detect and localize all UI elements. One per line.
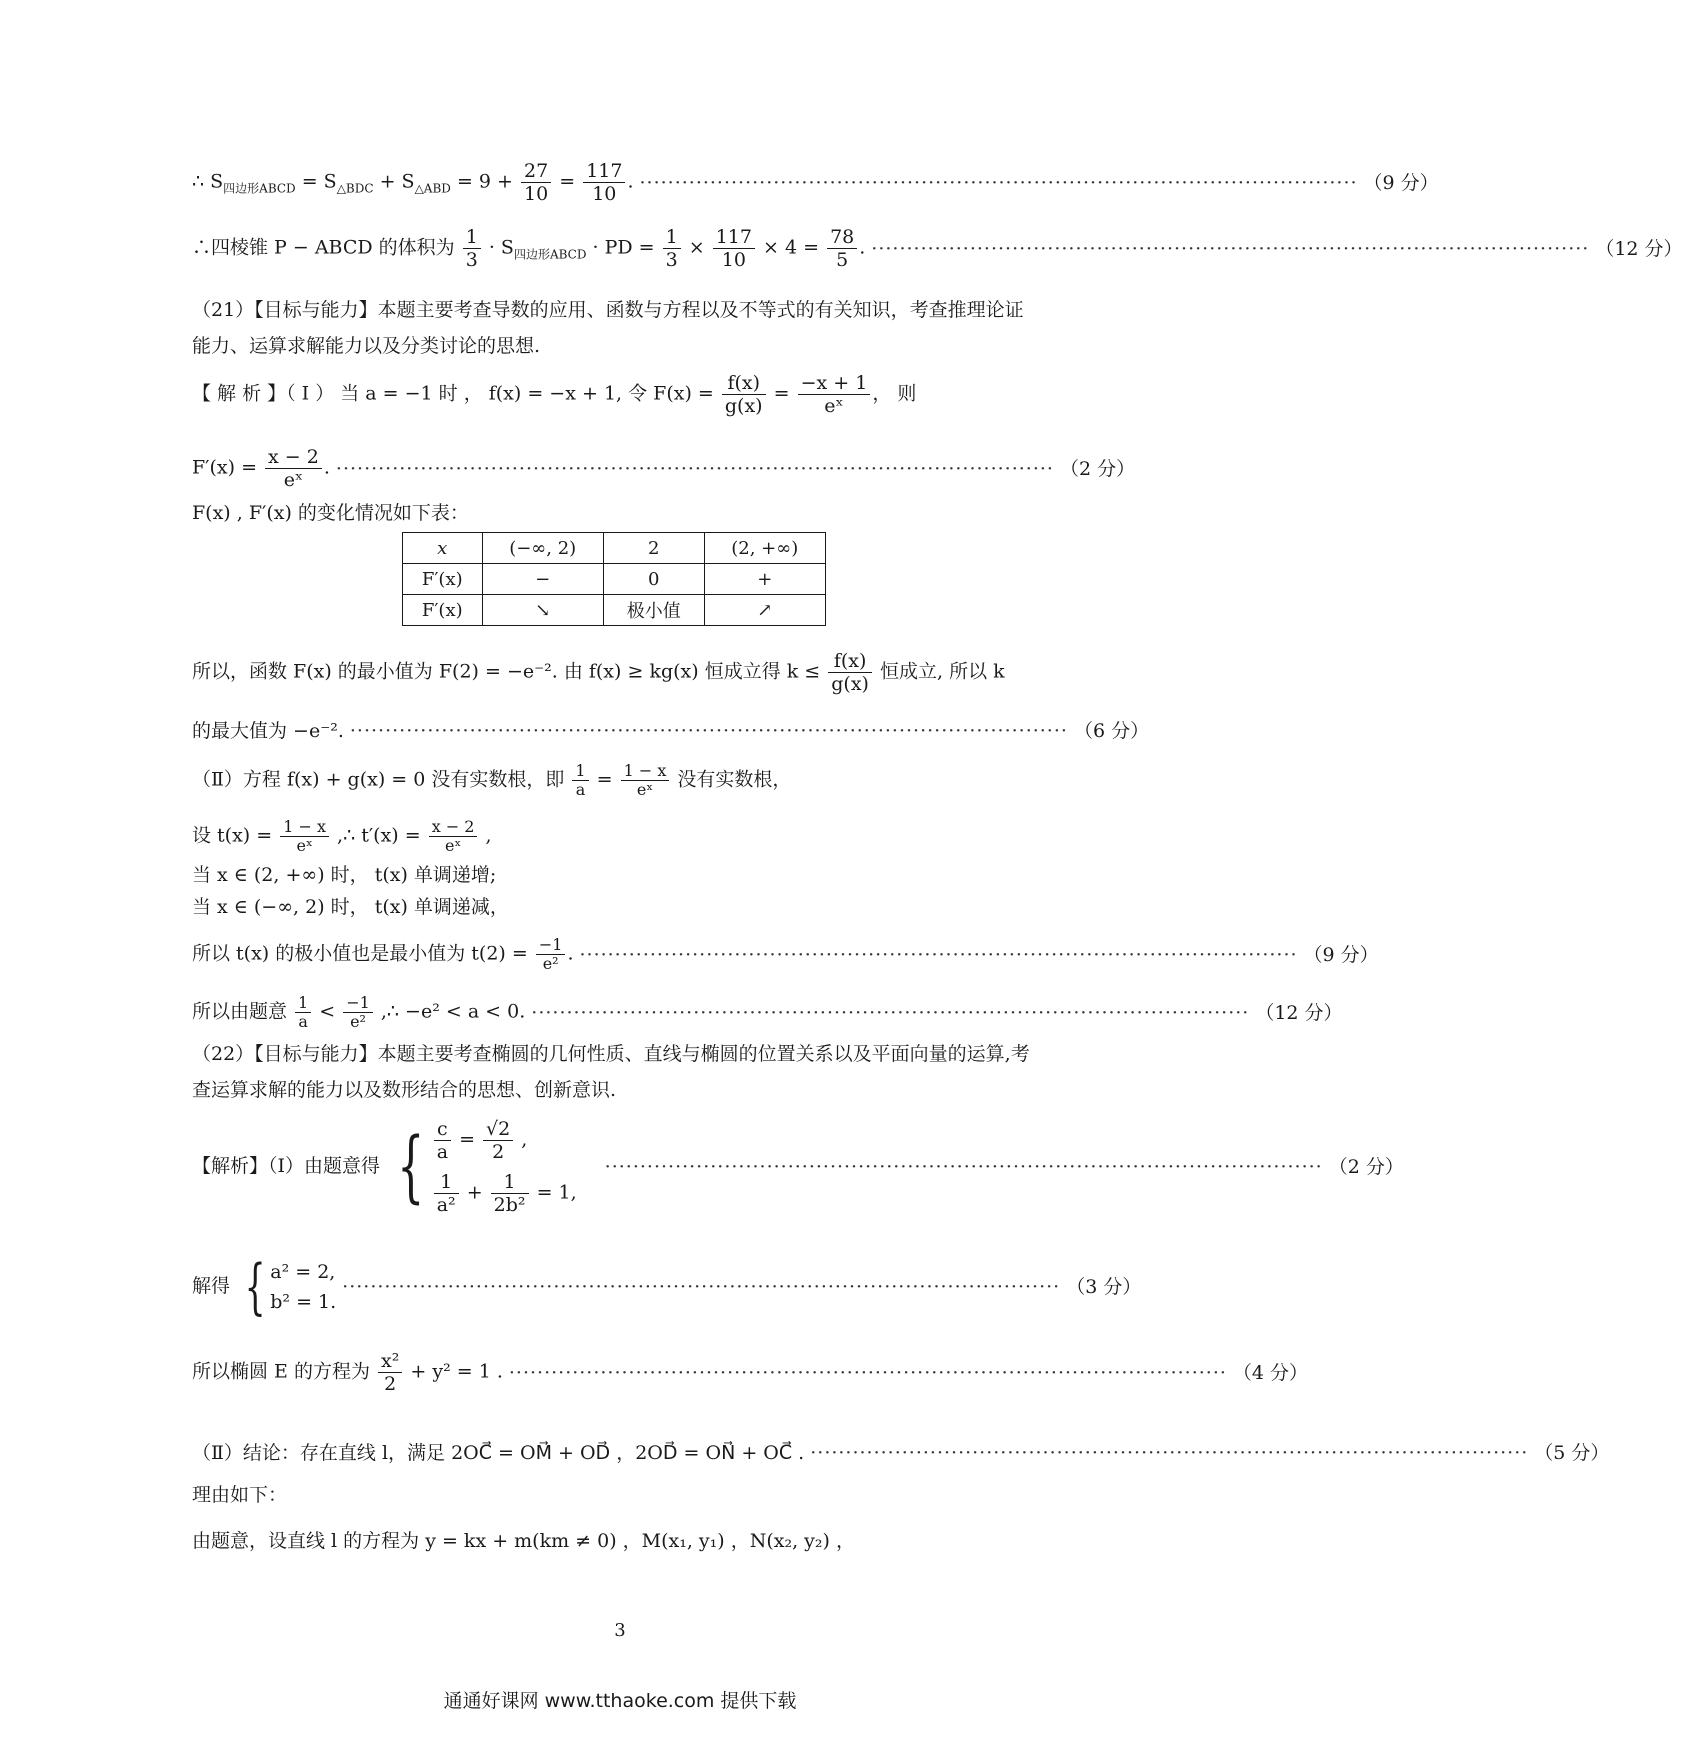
footer-watermark: 通通好课网 www.tthaoke.com 提供下载 — [443, 1690, 797, 1712]
score-label: （9 分） — [1363, 171, 1439, 194]
solved-ab-line: 解得 { a² = 2, b² = 1. ······································································································ （3 分） — [192, 1252, 1142, 1322]
table-row: x (−∞, 2) 2 (2, +∞) — [403, 533, 826, 564]
fraction: $\frac{-1}{\text{e²}}$ — [536, 936, 566, 973]
score-label: （2 分） — [1328, 1156, 1404, 1178]
leader-dots: ······································································································ — [579, 943, 1298, 966]
section-21-intro: （21）【目标与能力】本题主要考查导数的应用、函数与方程以及不等式的有关知识，考查推理论证能力、运算求解能力以及分类讨论的思想. — [192, 299, 1024, 357]
fraction: $\frac{117}{10}$ — [583, 160, 625, 205]
equation-system: { $\frac{c}{a}$ = $\frac{√2}{2}$ , $\frac{1}{\text{a²}}$ + $\frac{1}{\text{2b²}}$ = 1, — [397, 1118, 577, 1216]
fraction: $\frac{x - 2}{\text{eˣ}}$ — [429, 818, 478, 855]
leader-dots: ······································································································ — [349, 720, 1068, 742]
reason-heading: 理由如下： — [192, 1484, 288, 1506]
score-label: （5 分） — [1534, 1442, 1610, 1464]
conclusion-line: （Ⅱ）结论：存在直线 l，满足 2OC⃗ = OM⃗ + OD⃗ ，2OD⃗ = ON⃗ + OC⃗ . ······································································································ （5 分） — [192, 1442, 1610, 1464]
fraction: $\frac{-x + 1}{\text{eˣ}}$ — [798, 372, 871, 417]
t-definition-line: 设 t(x) = $\frac{1 - x}{\text{eˣ}}$ ,∴ t′(x) = $\frac{x - 2}{\text{eˣ}}$ , — [192, 817, 492, 855]
fraction: $\frac{1}{3}$ — [463, 226, 481, 271]
fraction: $\frac{117}{10}$ — [713, 226, 755, 271]
fraction: $\frac{\text{x²}}{2}$ — [378, 1350, 402, 1395]
score-label: （12 分） — [1255, 1001, 1343, 1024]
page-number: 3 — [614, 1620, 626, 1641]
fraction: $\frac{f(x)}{g(x)}$ — [722, 372, 766, 417]
section-22-intro: （22）【目标与能力】本题主要考查椭圆的几何性质、直线与椭圆的位置关系以及平面向量的运算,考查运算求解的能力以及数形结合的思想、创新意识. — [192, 1043, 1030, 1101]
area-equation-line: ∴ $S_{四边形ABCD} = S_{\triangle BDC} + S_{\triangle ABD} = 9$ + $\frac{27}{10}$ = $\frac{117}{10}$ . ······································································································ （9 分） — [192, 160, 1439, 205]
fraction: $\frac{78}{5}$ — [827, 226, 857, 271]
fraction: $\frac{f(x)}{g(x)}$ — [828, 650, 872, 695]
table-row: F′(x) ↘ 极小值 ↗ — [403, 595, 826, 626]
fraction: $\frac{1}{\text{2b²}}$ — [491, 1171, 529, 1216]
score-label: （4 分） — [1232, 1361, 1309, 1384]
a-range-line: 所以由题意 $\frac{1}{a}$ < $\frac{-1}{\text{e²}}$ ,∴ −e² < a < 0. ······································································································ （12 分） — [192, 993, 1343, 1031]
max-k-line: 的最大值为 −e⁻². ······································································································ （6 分） — [192, 720, 1150, 742]
brace-symbol: { — [397, 1122, 425, 1212]
leader-dots: ······································································································ — [508, 1361, 1227, 1384]
fraction: $\frac{-1}{\text{e²}}$ — [343, 994, 373, 1031]
ellipse-equation-line: 所以椭圆 E 的方程为 $\frac{\text{x²}}{2}$ + y² = 1 . ······································································································ （4 分） — [192, 1350, 1309, 1395]
line-setup-text: 由题意，设直线 l 的方程为 y = kx + m(km ≠ 0) ，M(x₁, y₁) ，N(x₂, y₂) ， — [192, 1530, 855, 1552]
leader-dots: ······································································································ — [604, 1156, 1323, 1178]
fraction: $\frac{x - 2}{\text{eˣ}}$ — [265, 446, 322, 491]
fraction: $\frac{1}{3}$ — [663, 226, 681, 271]
score-label: （6 分） — [1073, 720, 1150, 742]
fraction: $\frac{1}{a}$ — [295, 994, 311, 1031]
leader-dots: ······································································································ — [531, 1001, 1250, 1024]
volume-equation-line: ∴四棱锥 P − ABCD 的体积为 $\frac{1}{3}$ · $S_{四边形ABCD}$ · PD = $\frac{1}{3}$ × $\frac{117}{10}$ × 4 = $\frac{78}{5}$ . ······································································································ （12 分） — [192, 226, 1683, 271]
leader-dots: ······································································································ — [810, 1442, 1529, 1464]
equation-system: { a² = 2, b² = 1. — [244, 1252, 337, 1322]
minimum-value-line: 所以，函数 F(x) 的最小值为 F(2) = −e⁻². 由 f(x) ≥ kg(x) 恒成立得 k ≤ $\frac{f(x)}{g(x)}$ 恒成立, 所以 k — [192, 650, 1005, 695]
leader-dots: ······································································································ — [335, 457, 1054, 480]
fraction: $\frac{1}{\text{a²}}$ — [434, 1171, 459, 1216]
fraction: $\frac{1 - x}{\text{eˣ}}$ — [280, 818, 329, 855]
increasing-interval-line: 当 x ∈ (2, +∞) 时， t(x) 单调递增; — [192, 864, 497, 886]
brace-symbol: { — [244, 1252, 266, 1322]
fraction: $\frac{1}{a}$ — [572, 762, 588, 799]
leader-dots: ······································································································ — [342, 1276, 1061, 1298]
decreasing-interval-line: 当 x ∈ (−∞, 2) 时， t(x) 单调递减， — [192, 896, 509, 918]
score-label: （2 分） — [1059, 457, 1136, 480]
score-label: （3 分） — [1066, 1276, 1142, 1298]
table-row: F′(x) − 0 + — [403, 564, 826, 595]
score-label: （12 分） — [1595, 237, 1683, 260]
t-minimum-line: 所以 t(x) 的极小值也是最小值为 t(2) = $\frac{-1}{\text{e²}}$ . ······································································································ （9 分） — [192, 935, 1379, 973]
derivative-line: F′(x) = $\frac{x - 2}{\text{eˣ}}$ . ······································································································ （2 分） — [192, 446, 1136, 491]
fraction: $\frac{27}{10}$ — [521, 160, 551, 205]
table-caption: F(x) , F′(x) 的变化情况如下表： — [192, 502, 469, 524]
fraction: $\frac{c}{a}$ — [434, 1118, 451, 1163]
variation-table — [402, 532, 826, 626]
part-2-equation-line: （Ⅱ）方程 f(x) + g(x) = 0 没有实数根，即 $\frac{1}{a}$ = $\frac{1 - x}{\text{eˣ}}$ 没有实数根， — [192, 761, 792, 799]
ellipse-system-line: 【解析】（Ⅰ）由题意得 { $\frac{c}{a}$ = $\frac{√2}{2}$ , $\frac{1}{\text{a²}}$ + $\frac{1}{\text{2b²}}$ = 1, ······································································································ （2 分） — [192, 1118, 1404, 1216]
fraction: $\frac{1 - x}{\text{eˣ}}$ — [621, 762, 670, 799]
score-label: （9 分） — [1303, 943, 1379, 966]
leader-dots: ······································································································ — [639, 171, 1358, 194]
solution-part-1-line: 【 解 析 】（ Ⅰ ） 当 a = −1 时 ， f(x) = −x + 1, 令 F(x) = $\frac{f(x)}{g(x)}$ = $\frac{-x + 1}{\text{eˣ}}$ ， 则 — [192, 372, 917, 417]
leader-dots: ······································································································ — [871, 237, 1590, 260]
fraction: $\frac{√2}{2}$ — [483, 1118, 513, 1163]
